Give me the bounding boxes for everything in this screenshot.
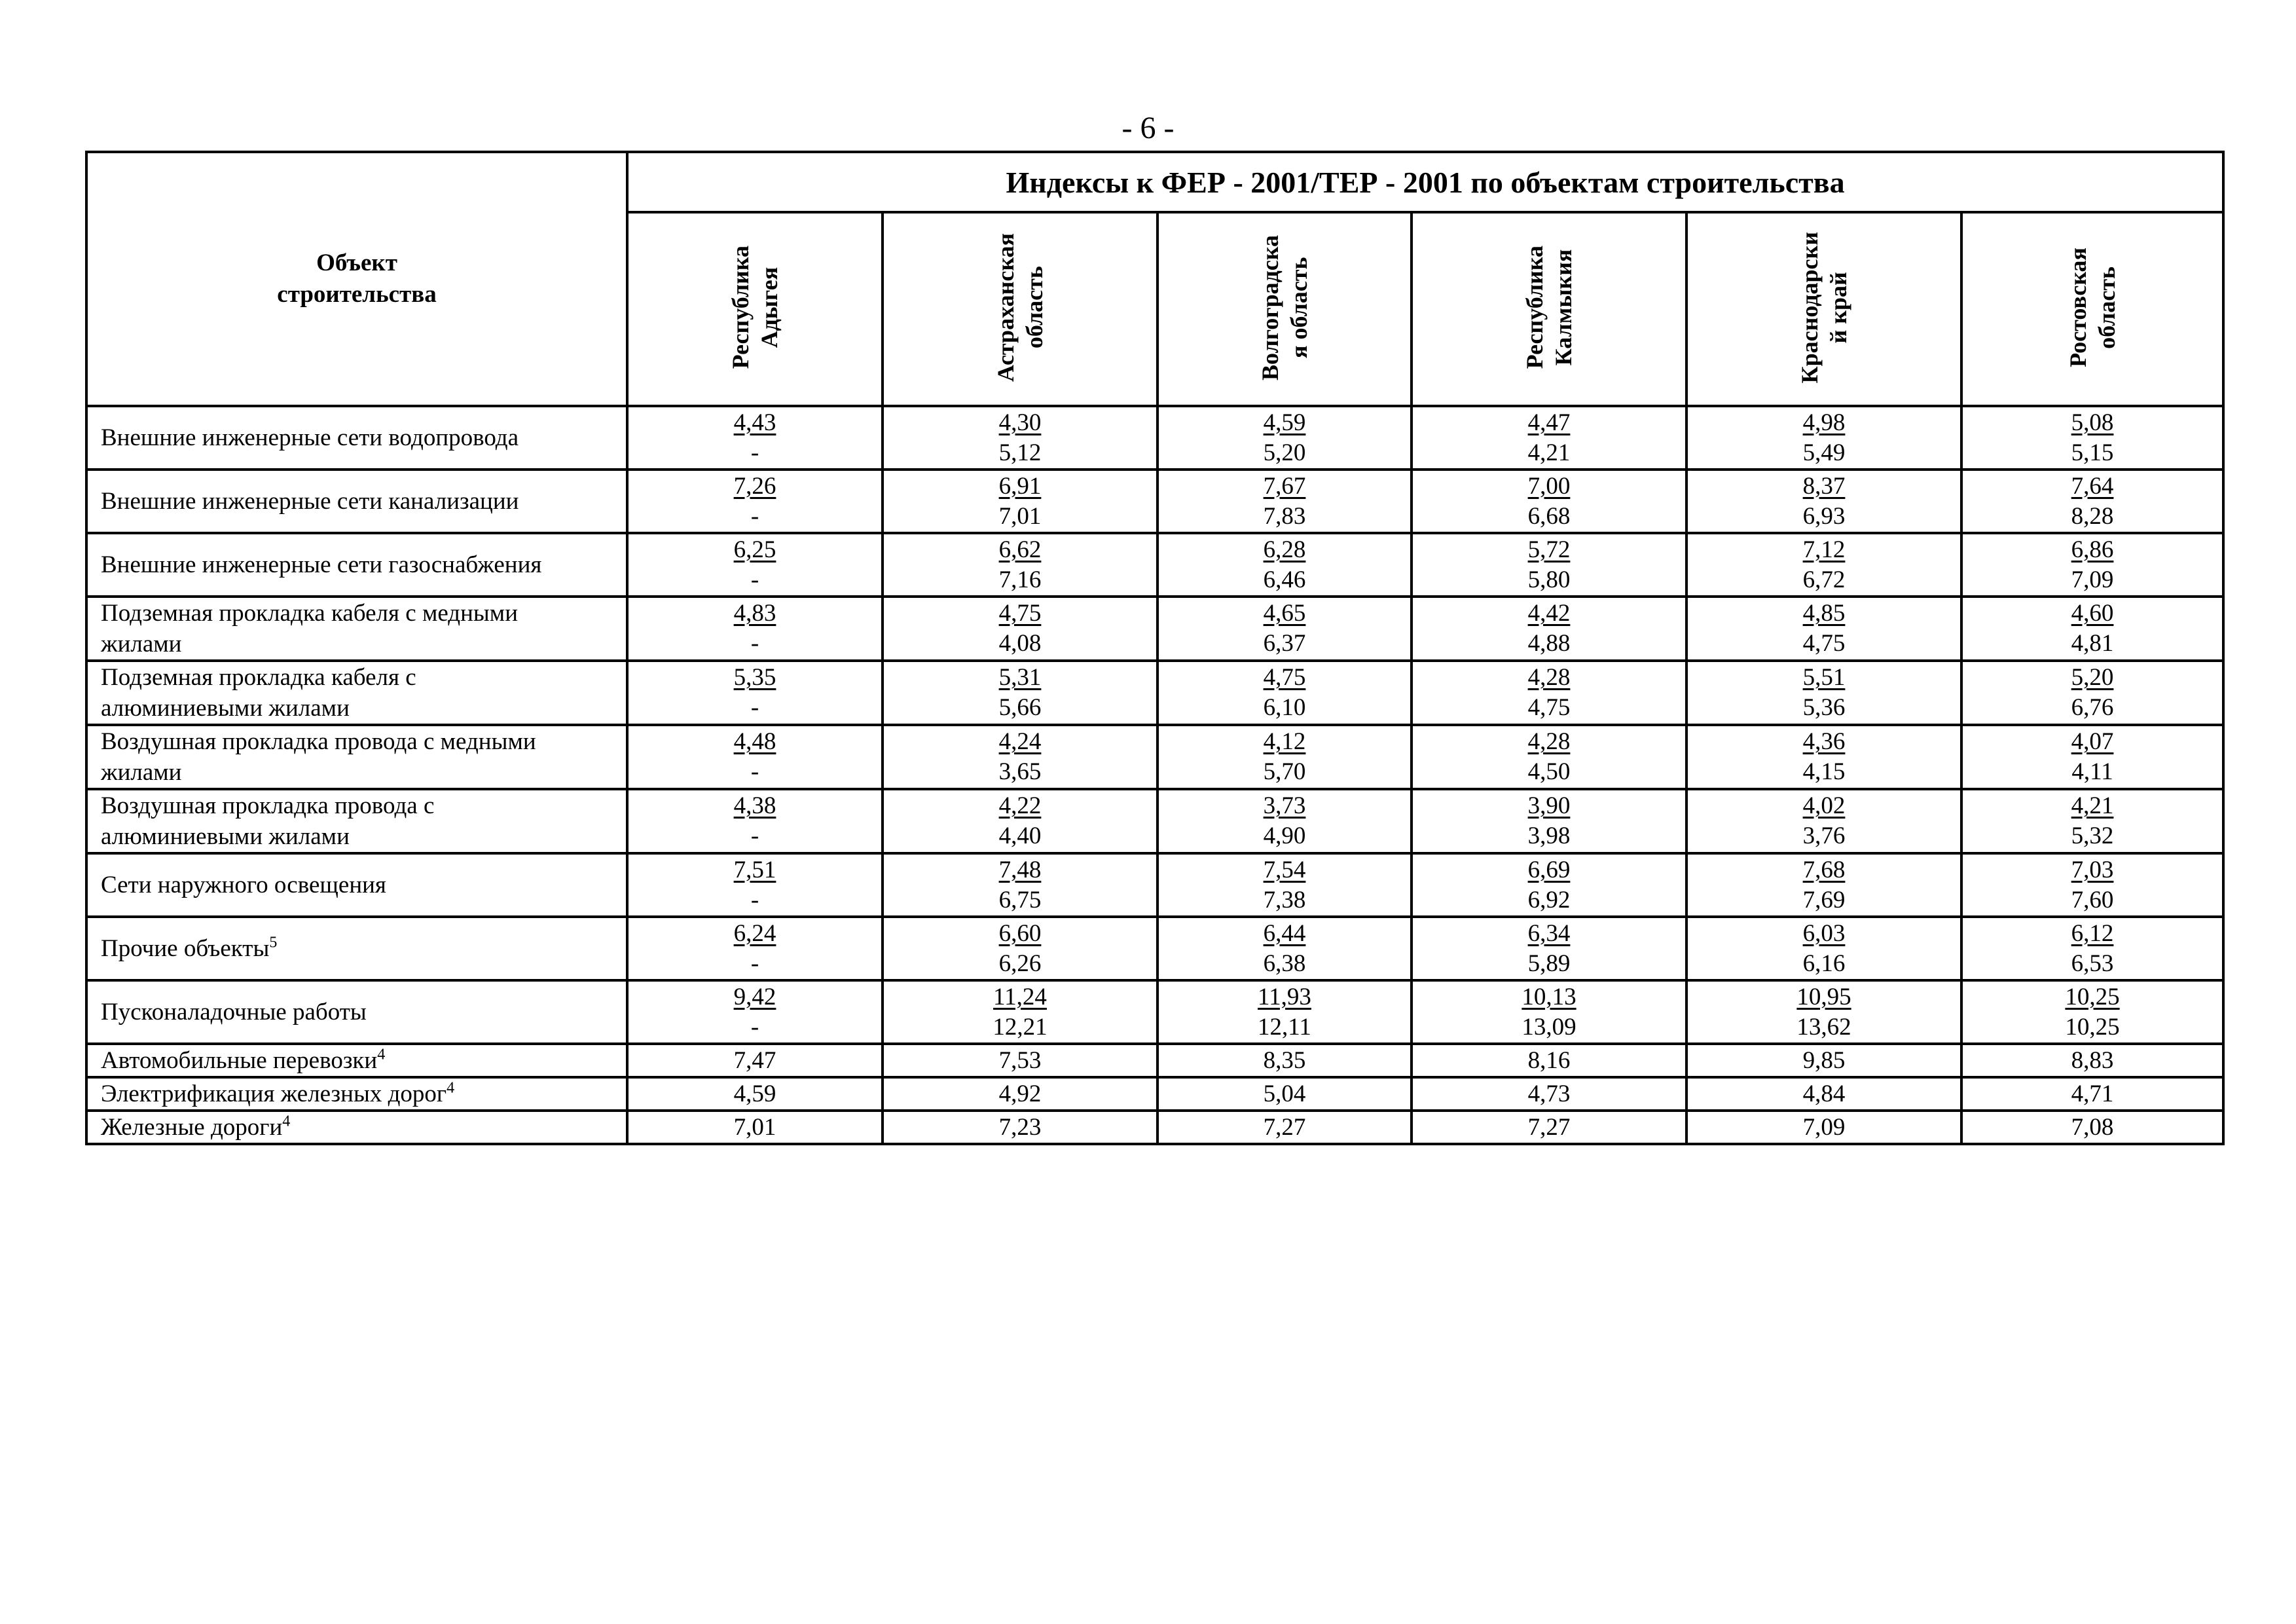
index-cell <box>1412 917 1686 980</box>
region-header <box>1961 212 2223 406</box>
fer-index-value: 6,69 <box>1527 856 1571 883</box>
ter-index-value: 6,68 <box>1527 502 1571 530</box>
object-name <box>86 725 627 789</box>
index-value: 7,01 <box>733 1113 776 1141</box>
footnote-mark: 4 <box>446 1079 455 1097</box>
region-header <box>1686 212 1961 406</box>
object-name <box>86 470 627 533</box>
fer-index-value: 4,75 <box>1263 664 1306 691</box>
fer-index-value: 7,12 <box>1802 536 1846 563</box>
ter-index-value: - <box>750 758 759 785</box>
index-cell <box>883 406 1157 470</box>
region-label-line: Адыгея <box>756 267 782 348</box>
index-cell <box>1961 1111 2223 1144</box>
object-name-line: Подземная прокладка кабеля с медными <box>101 600 519 627</box>
index-value: 5,04 <box>1263 1080 1306 1107</box>
object-name-line: Железные дороги <box>101 1114 283 1141</box>
ter-index-value: 6,53 <box>2071 950 2114 977</box>
ter-index-value: 4,08 <box>998 630 1042 657</box>
ter-index-value: 5,49 <box>1802 439 1846 466</box>
index-cell <box>627 1077 883 1111</box>
ter-index-value: 6,37 <box>1263 630 1306 657</box>
table-row <box>86 533 2223 597</box>
index-cell <box>1412 597 1686 661</box>
fer-index-value: 4,07 <box>2071 728 2114 755</box>
index-cell <box>627 789 883 853</box>
ter-index-value: 5,70 <box>1263 758 1306 785</box>
index-cell <box>627 661 883 725</box>
index-cell <box>1412 406 1686 470</box>
object-name-line: Воздушная прокладка провода с медными <box>101 728 536 755</box>
index-cell <box>627 980 883 1044</box>
ter-index-value: 4,21 <box>1527 439 1571 466</box>
footnote-mark: 5 <box>269 934 278 951</box>
object-name <box>86 1111 627 1144</box>
fer-index-value: 4,98 <box>1802 409 1846 436</box>
ter-index-value: 5,20 <box>1263 439 1306 466</box>
object-column-header <box>86 152 627 406</box>
region-header <box>1412 212 1686 406</box>
ter-index-value: 5,66 <box>998 694 1042 721</box>
index-cell <box>627 470 883 533</box>
fer-index-value: 6,44 <box>1263 919 1306 947</box>
ter-index-value: 8,28 <box>2071 502 2114 530</box>
ter-index-value: 6,72 <box>1802 566 1846 593</box>
ter-index-value: 6,10 <box>1263 694 1306 721</box>
index-value: 4,71 <box>2071 1080 2114 1107</box>
ter-index-value: 6,16 <box>1802 950 1846 977</box>
index-cell <box>1157 980 1412 1044</box>
region-label-line: Ростовская <box>2065 248 2092 367</box>
fer-index-value: 10,13 <box>1522 983 1576 1010</box>
index-cell <box>1686 853 1961 917</box>
ter-index-value: 6,76 <box>2071 694 2114 721</box>
table-row <box>86 853 2223 917</box>
index-value: 7,27 <box>1527 1113 1571 1141</box>
ter-index-value: 6,26 <box>998 950 1042 977</box>
fer-index-value: 6,91 <box>998 472 1042 500</box>
region-label-line: Республика <box>1522 246 1548 369</box>
index-cell <box>627 917 883 980</box>
region-label <box>726 246 784 369</box>
index-value: 7,09 <box>1802 1113 1846 1141</box>
index-cell <box>1412 789 1686 853</box>
index-cell <box>1412 725 1686 789</box>
region-label-line: я область <box>1286 257 1312 358</box>
index-cell <box>1961 533 2223 597</box>
region-label-line: область <box>2094 266 2121 349</box>
region-label <box>2064 248 2121 367</box>
index-cell <box>1412 853 1686 917</box>
ter-index-value: 12,21 <box>993 1013 1048 1041</box>
ter-index-value: - <box>750 439 759 466</box>
fer-index-value: 6,86 <box>2071 536 2114 563</box>
index-cell <box>1686 725 1961 789</box>
footnote-mark: 4 <box>282 1113 291 1130</box>
ter-index-value: 4,88 <box>1527 630 1571 657</box>
ter-index-value: 7,38 <box>1263 886 1306 913</box>
fer-index-value: 7,51 <box>733 856 776 883</box>
index-cell <box>627 1044 883 1077</box>
object-name-line: Прочие объекты <box>101 935 270 962</box>
object-name-line: Пусконаладочные работы <box>101 999 367 1025</box>
index-cell <box>1686 1077 1961 1111</box>
index-cell <box>883 725 1157 789</box>
table-row <box>86 661 2223 725</box>
fer-index-value: 4,48 <box>733 728 776 755</box>
object-name-line: алюминиевыми жилами <box>101 695 350 722</box>
ter-index-value: 4,90 <box>1263 822 1306 849</box>
index-cell <box>1412 1044 1686 1077</box>
fer-index-value: 7,64 <box>2071 472 2114 500</box>
fer-index-value: 4,65 <box>1263 600 1306 627</box>
object-name-line: Сети наружного освещения <box>101 872 386 898</box>
index-value: 4,92 <box>998 1080 1042 1107</box>
index-cell <box>1686 789 1961 853</box>
table-row <box>86 725 2223 789</box>
ter-index-value: 4,11 <box>2071 758 2113 785</box>
index-cell <box>1686 597 1961 661</box>
index-cell <box>1961 597 2223 661</box>
index-cell <box>1686 980 1961 1044</box>
index-cell <box>627 725 883 789</box>
fer-index-value: 7,54 <box>1263 856 1306 883</box>
object-name-line: Внешние инженерные сети канализации <box>101 488 519 515</box>
ter-index-value: 4,15 <box>1802 758 1846 785</box>
ter-index-value: - <box>750 630 759 657</box>
index-cell <box>883 597 1157 661</box>
index-cell <box>1961 980 2223 1044</box>
fer-index-value: 5,35 <box>733 664 776 691</box>
region-label-line: Волгоградска <box>1257 234 1283 380</box>
table-row <box>86 1044 2223 1077</box>
index-cell <box>1686 406 1961 470</box>
index-cell <box>1961 406 2223 470</box>
object-name-line: Автомобильные перевозки <box>101 1047 378 1074</box>
index-cell <box>627 533 883 597</box>
ter-index-value: 7,60 <box>2071 886 2114 913</box>
fer-index-value: 5,20 <box>2071 664 2114 691</box>
index-cell <box>1157 661 1412 725</box>
region-label-line: й край <box>1825 271 1851 344</box>
fer-index-value: 5,72 <box>1527 536 1571 563</box>
ter-index-value: 5,15 <box>2071 439 2114 466</box>
ter-index-value: - <box>750 822 759 849</box>
object-name <box>86 789 627 853</box>
ter-index-value: - <box>750 566 759 593</box>
ter-index-value: 5,80 <box>1527 566 1571 593</box>
fer-index-value: 4,02 <box>1802 792 1846 819</box>
fer-index-value: 4,22 <box>998 792 1042 819</box>
object-name-line: жилами <box>101 631 182 657</box>
object-name-line: Внешние инженерные сети газоснабжения <box>101 551 542 578</box>
object-name-line: жилами <box>101 759 182 786</box>
ter-index-value: 4,75 <box>1802 630 1846 657</box>
fer-index-value: 4,12 <box>1263 728 1306 755</box>
fer-index-value: 4,75 <box>998 600 1042 627</box>
table-row <box>86 917 2223 980</box>
ter-index-value: 7,01 <box>998 502 1042 530</box>
ter-index-value: 5,12 <box>998 439 1042 466</box>
index-value: 4,84 <box>1802 1080 1846 1107</box>
index-cell <box>883 789 1157 853</box>
fer-index-value: 4,28 <box>1527 664 1571 691</box>
index-cell <box>1157 789 1412 853</box>
fer-index-value: 6,24 <box>733 919 776 947</box>
fer-index-value: 4,24 <box>998 728 1042 755</box>
fer-index-value: 6,60 <box>998 919 1042 947</box>
index-cell <box>1686 1044 1961 1077</box>
fer-index-value: 4,28 <box>1527 728 1571 755</box>
fer-index-value: 11,93 <box>1258 983 1311 1010</box>
index-cell <box>1961 470 2223 533</box>
fer-index-value: 4,60 <box>2071 600 2114 627</box>
fer-index-value: 6,12 <box>2071 919 2114 947</box>
index-cell <box>883 661 1157 725</box>
ter-index-value: 5,32 <box>2071 822 2114 849</box>
construction-index-table <box>85 151 2225 1145</box>
fer-index-value: 10,25 <box>2065 983 2120 1010</box>
index-value: 8,35 <box>1263 1046 1306 1074</box>
index-cell <box>627 406 883 470</box>
table-row <box>86 980 2223 1044</box>
fer-index-value: 7,67 <box>1263 472 1306 500</box>
index-cell <box>1961 1077 2223 1111</box>
table-row <box>86 406 2223 470</box>
object-name <box>86 661 627 725</box>
region-header <box>1157 212 1412 406</box>
index-cell <box>1157 597 1412 661</box>
page-number: - 6 - <box>1121 111 1175 145</box>
object-name <box>86 597 627 661</box>
ter-index-value: 13,09 <box>1522 1013 1576 1041</box>
index-cell <box>883 917 1157 980</box>
ter-index-value: 7,83 <box>1263 502 1306 530</box>
ter-index-value: 6,46 <box>1263 566 1306 593</box>
index-cell <box>1686 1111 1961 1144</box>
index-cell <box>1961 1044 2223 1077</box>
fer-index-value: 6,03 <box>1802 919 1846 947</box>
fer-index-value: 10,95 <box>1796 983 1851 1010</box>
fer-index-value: 3,90 <box>1527 792 1571 819</box>
index-cell <box>883 1044 1157 1077</box>
fer-index-value: 4,36 <box>1802 728 1846 755</box>
fer-index-value: 7,03 <box>2071 856 2114 883</box>
object-name <box>86 533 627 597</box>
fer-index-value: 4,85 <box>1802 600 1846 627</box>
region-label-line: область <box>1021 266 1048 349</box>
fer-index-value: 7,68 <box>1802 856 1846 883</box>
index-value: 9,85 <box>1802 1046 1846 1074</box>
index-cell <box>627 853 883 917</box>
index-cell <box>1157 1111 1412 1144</box>
index-value: 4,59 <box>733 1080 776 1107</box>
region-label-line: Республика <box>727 246 754 369</box>
index-cell <box>1157 1044 1412 1077</box>
object-name <box>86 1077 627 1111</box>
index-cell <box>883 1077 1157 1111</box>
object-name-line: Воздушная прокладка провода с <box>101 792 435 819</box>
ter-index-value: 3,98 <box>1527 822 1571 849</box>
index-cell <box>1157 406 1412 470</box>
ter-index-value: 4,75 <box>1527 694 1571 721</box>
fer-index-value: 4,21 <box>2071 792 2114 819</box>
ter-index-value: 6,93 <box>1802 502 1846 530</box>
ter-index-value: - <box>750 1013 759 1041</box>
region-label-line: Краснодарски <box>1796 231 1823 384</box>
ter-index-value: 6,38 <box>1263 950 1306 977</box>
ter-index-value: - <box>750 886 759 913</box>
ter-index-value: - <box>750 950 759 977</box>
index-cell <box>883 470 1157 533</box>
object-name <box>86 406 627 470</box>
fer-index-value: 4,83 <box>733 600 776 627</box>
index-cell <box>1412 533 1686 597</box>
fer-index-value: 6,25 <box>733 536 776 563</box>
index-value: 7,23 <box>998 1113 1042 1141</box>
ter-index-value: 4,40 <box>998 822 1042 849</box>
ter-index-value: 13,62 <box>1796 1013 1851 1041</box>
fer-index-value: 8,37 <box>1802 472 1846 500</box>
ter-index-value: 4,81 <box>2071 630 2114 657</box>
index-cell <box>883 533 1157 597</box>
ter-index-value: 7,16 <box>998 566 1042 593</box>
index-cell <box>1412 980 1686 1044</box>
fer-index-value: 7,00 <box>1527 472 1571 500</box>
fer-index-value: 6,62 <box>998 536 1042 563</box>
fer-index-value: 4,42 <box>1527 600 1571 627</box>
footnote-mark: 4 <box>377 1046 386 1063</box>
index-cell <box>627 597 883 661</box>
region-label <box>1795 232 1853 384</box>
fer-index-value: 4,30 <box>998 409 1042 436</box>
index-cell <box>1686 661 1961 725</box>
fer-index-value: 5,51 <box>1802 664 1846 691</box>
fer-index-value: 6,28 <box>1263 536 1306 563</box>
object-name-line: алюминиевыми жилами <box>101 823 350 850</box>
region-header <box>883 212 1157 406</box>
index-cell <box>1961 725 2223 789</box>
index-value: 7,53 <box>998 1046 1042 1074</box>
object-name <box>86 917 627 980</box>
table-row <box>86 597 2223 661</box>
ter-index-value: 12,11 <box>1258 1013 1311 1041</box>
region-header <box>627 212 883 406</box>
index-cell <box>1157 533 1412 597</box>
table-row <box>86 470 2223 533</box>
table-row <box>86 789 2223 853</box>
ter-index-value: 3,76 <box>1802 822 1846 849</box>
ter-index-value: 5,89 <box>1527 950 1571 977</box>
fer-index-value: 6,34 <box>1527 919 1571 947</box>
region-label-line: Калмыкия <box>1550 249 1576 366</box>
ter-index-value: 5,36 <box>1802 694 1846 721</box>
index-value: 7,47 <box>733 1046 776 1074</box>
fer-index-value: 4,38 <box>733 792 776 819</box>
region-label-line: Астраханская <box>993 232 1019 382</box>
fer-index-value: 5,08 <box>2071 409 2114 436</box>
index-value: 7,08 <box>2071 1113 2114 1141</box>
ter-index-value: - <box>750 694 759 721</box>
ter-index-value: 7,09 <box>2071 566 2114 593</box>
ter-index-value: - <box>750 502 759 530</box>
index-cell <box>1412 470 1686 533</box>
index-cell <box>1961 661 2223 725</box>
table-row <box>86 1111 2223 1144</box>
table-row <box>86 1077 2223 1111</box>
region-label <box>1256 235 1313 380</box>
fer-index-value: 9,42 <box>733 983 776 1010</box>
index-cell <box>1686 470 1961 533</box>
fer-index-value: 5,31 <box>998 664 1042 691</box>
object-name <box>86 980 627 1044</box>
index-cell <box>1961 917 2223 980</box>
ter-index-value: 7,69 <box>1802 886 1846 913</box>
index-cell <box>883 853 1157 917</box>
fer-index-value: 11,24 <box>993 983 1047 1010</box>
index-cell <box>883 980 1157 1044</box>
index-cell <box>1686 533 1961 597</box>
fer-index-value: 7,26 <box>733 472 776 500</box>
ter-index-value: 6,92 <box>1527 886 1571 913</box>
index-value: 8,16 <box>1527 1046 1571 1074</box>
object-name-line: Подземная прокладка кабеля с <box>101 664 416 691</box>
fer-index-value: 4,47 <box>1527 409 1571 436</box>
index-cell <box>1961 789 2223 853</box>
index-value: 7,27 <box>1263 1113 1306 1141</box>
index-value: 4,73 <box>1527 1080 1571 1107</box>
object-name-line: Электрификация железных дорог <box>101 1080 447 1107</box>
index-cell <box>1157 1077 1412 1111</box>
index-cell <box>1412 1077 1686 1111</box>
index-cell <box>1157 853 1412 917</box>
index-cell <box>1961 853 2223 917</box>
ter-index-value: 6,75 <box>998 886 1042 913</box>
region-label <box>1520 246 1578 369</box>
region-label <box>991 233 1049 382</box>
index-cell <box>1157 470 1412 533</box>
index-cell <box>1412 661 1686 725</box>
index-cell <box>1686 917 1961 980</box>
object-header-line: Объект <box>316 249 397 276</box>
index-group-header: Индексы к ФЕР - 2001/ТЕР - 2001 по объектам строительства <box>627 152 2223 212</box>
fer-index-value: 4,59 <box>1263 409 1306 436</box>
object-name <box>86 853 627 917</box>
index-cell <box>1157 917 1412 980</box>
fer-index-value: 7,48 <box>998 856 1042 883</box>
index-cell <box>627 1111 883 1144</box>
index-value: 8,83 <box>2071 1046 2114 1074</box>
index-cell <box>883 1111 1157 1144</box>
object-name <box>86 1044 627 1077</box>
index-cell <box>1412 1111 1686 1144</box>
index-cell <box>1157 725 1412 789</box>
ter-index-value: 4,50 <box>1527 758 1571 785</box>
ter-index-value: 3,65 <box>998 758 1042 785</box>
fer-index-value: 3,73 <box>1263 792 1306 819</box>
fer-index-value: 4,43 <box>733 409 776 436</box>
object-name-line: Внешние инженерные сети водопровода <box>101 424 519 451</box>
ter-index-value: 10,25 <box>2065 1013 2120 1041</box>
object-header-line: строительства <box>277 281 437 308</box>
